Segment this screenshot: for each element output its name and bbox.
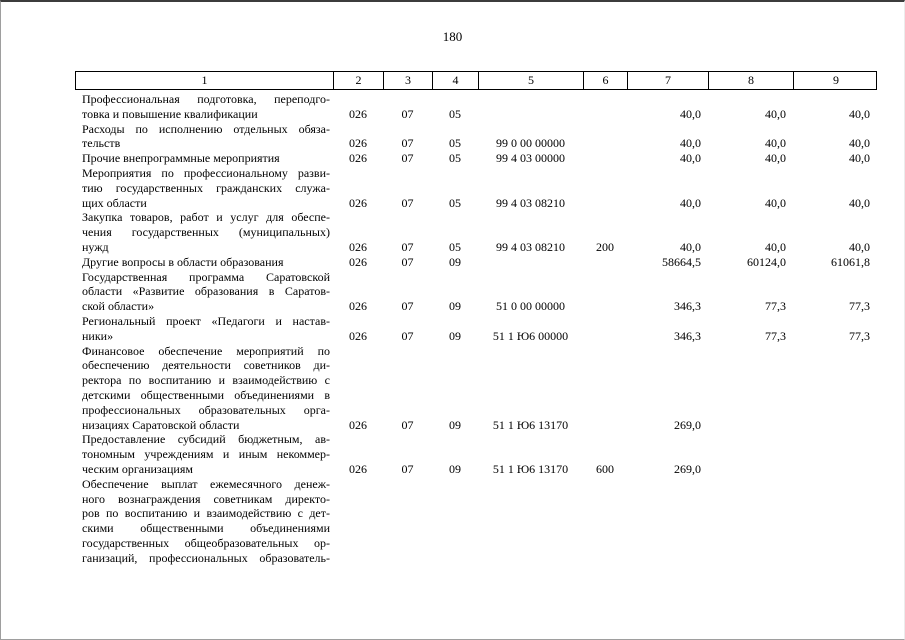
cell-name <box>75 151 333 166</box>
row-text-line: детскими общественными объединениями в <box>82 387 330 402</box>
row-text-line: государственных общеобразовательных ор- <box>82 535 330 550</box>
budget-table <box>75 71 877 566</box>
cell-col3: 07 <box>401 461 414 476</box>
header-col-4: 4 <box>433 72 479 89</box>
cell-col3: 07 <box>401 151 414 166</box>
row-text-line: товка и повышение квалификации <box>82 106 258 121</box>
table-row <box>75 270 877 314</box>
row-text-line: нужд <box>82 239 109 254</box>
cell-col4: 09 <box>449 417 461 432</box>
row-text-line: скими общественными объединениями <box>82 521 330 536</box>
header-col-7: 7 <box>628 72 709 89</box>
cell-col4: 05 <box>449 151 461 166</box>
row-text-line: тельств <box>82 136 121 151</box>
cell-col5: 51 0 00 00000 <box>496 299 565 314</box>
table-row <box>75 344 877 433</box>
cell-col8: 40,0 <box>765 151 786 166</box>
cell-col4: 05 <box>449 106 461 121</box>
cell-col5: 99 0 00 00000 <box>496 136 565 151</box>
cell-col5: 99 4 03 08210 <box>496 239 565 254</box>
cell-col7: 269,0 <box>674 417 701 432</box>
table-row <box>75 151 877 166</box>
cell-col8: 40,0 <box>765 195 786 210</box>
cell-col2: 026 <box>349 328 367 343</box>
row-text-line: Государственная программа Саратовской <box>82 269 330 284</box>
table-body <box>75 90 877 566</box>
cell-col3: 07 <box>401 328 414 343</box>
cell-col2: 026 <box>349 417 367 432</box>
table-row <box>75 210 877 254</box>
cell-col9: 40,0 <box>849 136 870 151</box>
table-row <box>75 255 877 270</box>
cell-col7: 269,0 <box>674 461 701 476</box>
cell-name <box>75 270 333 314</box>
row-text-line: тию государственных гражданских служа- <box>82 180 330 195</box>
cell-col9: 40,0 <box>849 195 870 210</box>
table-header-row <box>75 71 877 90</box>
table-row <box>75 477 877 566</box>
row-text-line: чения государственных (муниципальных) <box>82 225 330 240</box>
cell-col7: 346,3 <box>674 299 701 314</box>
cell-col8: 40,0 <box>765 239 786 254</box>
cell-col9: 77,3 <box>849 328 870 343</box>
header-col-8: 8 <box>709 72 794 89</box>
cell-col3: 07 <box>401 136 414 151</box>
cell-col9: 61061,8 <box>831 254 870 269</box>
row-text-line: обеспечению деятельности советников ди- <box>82 358 330 373</box>
cell-col9: 77,3 <box>849 299 870 314</box>
cell-name <box>75 477 333 566</box>
header-col-3: 3 <box>384 72 433 89</box>
cell-col2: 026 <box>349 136 367 151</box>
cell-col3: 07 <box>401 239 414 254</box>
cell-col4: 09 <box>449 328 461 343</box>
cell-name <box>75 92 333 122</box>
row-text-line: щих области <box>82 195 147 210</box>
cell-col7: 40,0 <box>680 106 701 121</box>
cell-name <box>75 344 333 433</box>
row-text-line: Финансовое обеспечение мероприятий по <box>82 343 330 358</box>
cell-col2: 026 <box>349 195 367 210</box>
cell-col3: 07 <box>401 299 414 314</box>
cell-col3: 07 <box>401 254 414 269</box>
header-col-6: 6 <box>584 72 628 89</box>
cell-col6: 600 <box>596 461 614 476</box>
row-text-line: ного вознаграждения советникам директо- <box>82 491 330 506</box>
cell-name <box>75 122 333 152</box>
cell-col4: 09 <box>449 461 461 476</box>
row-text-line: профессиональных образовательных орга- <box>82 402 330 417</box>
cell-col8: 77,3 <box>765 328 786 343</box>
cell-col8: 60124,0 <box>747 254 786 269</box>
cell-col8: 40,0 <box>765 136 786 151</box>
row-text-line: Мероприятия по профессиональному разви- <box>82 165 330 180</box>
row-text-line: Другие вопросы в области образования <box>82 254 284 269</box>
row-text-line: Региональный проект «Педагоги и настав- <box>82 313 330 328</box>
row-text-line: ской области» <box>82 299 155 314</box>
table-row <box>75 314 877 344</box>
cell-col2: 026 <box>349 106 367 121</box>
row-text-line: ники» <box>82 328 114 343</box>
row-text-line: низациях Саратовской области <box>82 417 240 432</box>
cell-col4: 05 <box>449 239 461 254</box>
header-col-5: 5 <box>479 72 584 89</box>
row-text-line: Закупка товаров, работ и услуг для обеспе- <box>82 210 330 225</box>
cell-col4: 05 <box>449 136 461 151</box>
cell-col5: 51 1 Ю6 13170 <box>492 461 569 476</box>
cell-col7: 40,0 <box>680 239 701 254</box>
cell-col8: 40,0 <box>765 106 786 121</box>
cell-name <box>75 255 333 270</box>
header-col-9: 9 <box>833 73 839 87</box>
cell-col4: 09 <box>449 299 461 314</box>
row-text-line: тономным учреждениям и иным некоммер- <box>82 447 330 462</box>
cell-col2: 026 <box>349 254 367 269</box>
page-number: 180 <box>442 29 463 44</box>
cell-col7: 40,0 <box>680 151 701 166</box>
cell-col7: 40,0 <box>680 195 701 210</box>
row-text-line: области «Развитие образования в Саратов- <box>82 284 330 299</box>
cell-col6: 200 <box>596 239 614 254</box>
row-text-line: ческим организациям <box>82 461 193 476</box>
cell-col3: 07 <box>401 195 414 210</box>
cell-col7: 346,3 <box>674 328 701 343</box>
cell-col9: 40,0 <box>849 151 870 166</box>
cell-col2: 026 <box>349 239 367 254</box>
cell-name <box>75 432 333 476</box>
row-text-line: ректора по воспитанию и взаимодействию с <box>82 373 330 388</box>
cell-col3: 07 <box>401 106 414 121</box>
cell-col3: 07 <box>401 417 414 432</box>
cell-col9: 40,0 <box>849 239 870 254</box>
cell-name <box>75 166 333 210</box>
cell-col2: 026 <box>349 461 367 476</box>
row-text-line: Профессиональная подготовка, переподго- <box>82 92 330 106</box>
row-text-line: ров по воспитанию и взаимодействию с дет- <box>82 506 330 521</box>
table-row <box>75 432 877 476</box>
cell-name <box>75 314 333 344</box>
cell-name <box>75 210 333 254</box>
cell-col9: 40,0 <box>849 106 870 121</box>
cell-col5: 51 1 Ю6 00000 <box>492 328 569 343</box>
cell-col4: 09 <box>449 254 461 269</box>
table-row <box>75 166 877 210</box>
header-col-1: 1 <box>76 72 334 89</box>
table-row <box>75 122 877 152</box>
row-text-line: Предоставление субсидий бюджетным, ав- <box>82 432 330 447</box>
cell-col5: 99 4 03 08210 <box>496 195 565 210</box>
row-text-line: Обеспечение выплат ежемесячного денеж- <box>82 476 330 491</box>
cell-col5: 51 1 Ю6 13170 <box>492 417 569 432</box>
row-text-line: Прочие внепрограммные мероприятия <box>82 151 280 166</box>
cell-col5: 99 4 03 00000 <box>496 151 565 166</box>
header-col-2: 2 <box>334 72 384 89</box>
table-row <box>75 92 877 122</box>
cell-col8: 77,3 <box>765 299 786 314</box>
cell-col7: 58664,5 <box>662 254 701 269</box>
cell-col4: 05 <box>449 195 461 210</box>
cell-col2: 026 <box>349 299 367 314</box>
row-text-line: ганизаций, профессиональных образователь- <box>82 550 330 565</box>
cell-col2: 026 <box>349 151 367 166</box>
cell-col7: 40,0 <box>680 136 701 151</box>
row-text-line: Расходы по исполнению отдельных обяза- <box>82 121 330 136</box>
